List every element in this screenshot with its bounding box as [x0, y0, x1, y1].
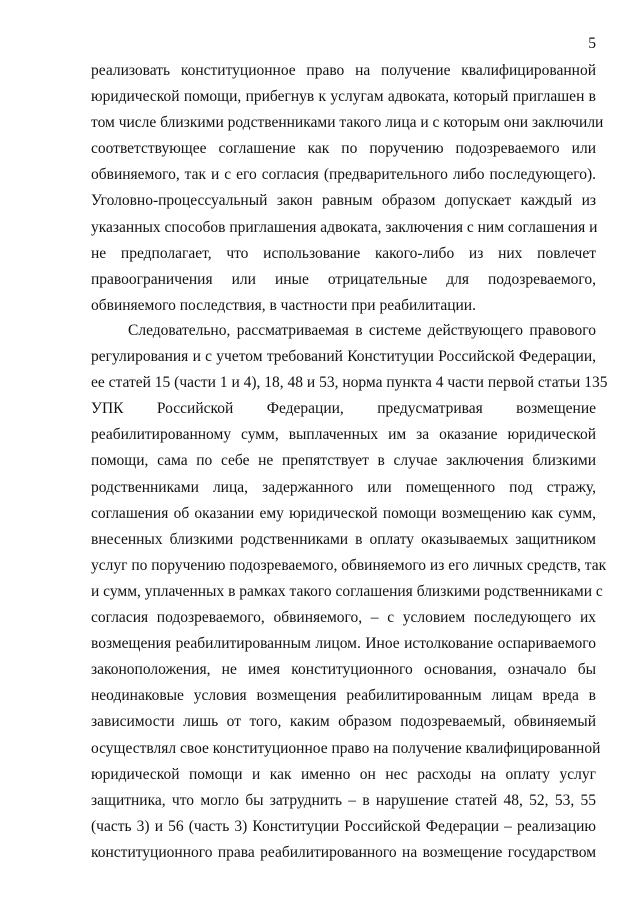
text-line: обвиняемого последствия, в частности при реабилитации. — [91, 296, 476, 314]
text-line: соглашения об оказании ему юридической помощи возмещению как сумм, — [91, 504, 596, 522]
text-line: родственниками лица, задержанного или помещенного под стражу, — [91, 478, 596, 496]
text-line: юридической помощи, прибегнув к услугам адвоката, который приглашен в — [91, 88, 596, 106]
text-line: юридической помощи и как именно он нес расходы на оплату услуг — [91, 765, 596, 783]
text-line: возмещения реабилитированным лицом. Иное истолкование оспариваемого — [91, 635, 596, 653]
text-line: (часть 3) и 56 (часть 3) Конституции Российской Федерации – реализацию — [91, 817, 596, 835]
text-line: правоограничения или иные отрицательные для подозреваемого, — [91, 270, 596, 288]
paragraph-2 — [91, 318, 608, 866]
text-line: обвиняемого, так и с его согласия (предварительного либо последующего). — [91, 166, 596, 184]
text-line: конституционного права реабилитированного на возмещение государством — [91, 843, 596, 861]
text-line: Следовательно, рассматриваемая в системе действующего правового — [128, 322, 596, 339]
text-line: УПК Российской Федерации, предусматривая возмещение — [91, 400, 596, 418]
text-line: внесенных близкими родственниками в оплату оказываемых защитником — [91, 530, 596, 548]
paragraph-1 — [91, 58, 604, 319]
text-line: регулирования и с учетом требований Конституции Российской Федерации, — [91, 348, 596, 366]
text-line: и сумм, уплаченных в рамках такого соглашения близкими родственниками с — [91, 582, 603, 600]
text-line: неодинаковые условия возмещения реабилитированным лицам вреда в — [91, 687, 596, 705]
page-number: 5 — [588, 35, 596, 52]
text-line: соответствующее соглашение как по поручению подозреваемого или — [91, 140, 596, 158]
text-line: осуществлял свое конституционное право на получение квалифицированной — [91, 739, 601, 757]
text-line: Уголовно-процессуальный закон равным образом допускает каждый из — [91, 192, 596, 210]
text-line: защитника, что могло бы затруднить – в нарушение статей 48, 52, 53, 55 — [91, 791, 596, 809]
text-line: услуг по поручению подозреваемого, обвиняемого из его личных средств, так — [91, 556, 607, 574]
text-line: согласия подозреваемого, обвиняемого, – с условием последующего их — [91, 609, 596, 627]
text-line: не предполагает, что использование какого-либо из них повлечет — [91, 244, 596, 262]
text-line: том числе близкими родственниками такого лица и с которым они заключили — [91, 114, 604, 132]
text-line: реализовать конституционное право на получение квалифицированной — [91, 62, 596, 79]
text-line: реабилитированному сумм, выплаченных им за оказание юридической — [91, 426, 596, 444]
text-line: помощи, сама по себе не препятствует в случае заключения близкими — [91, 452, 596, 470]
text-line: зависимости лишь от того, каким образом подозреваемый, обвиняемый — [91, 713, 596, 731]
text-line: законоположения, не имея конституционного основания, означало бы — [91, 661, 596, 679]
text-line: ее статей 15 (части 1 и 4), 18, 48 и 53, норма пункта 4 части первой статьи 135 — [91, 374, 608, 392]
text-line: указанных способов приглашения адвоката, заключения с ним соглашения и — [91, 218, 598, 236]
